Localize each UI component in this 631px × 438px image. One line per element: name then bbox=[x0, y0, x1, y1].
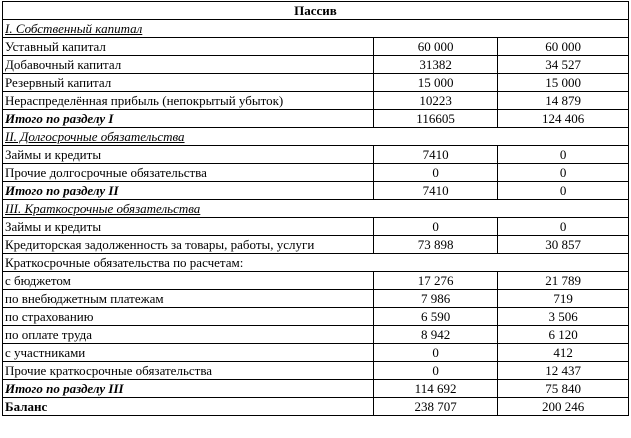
row-label: Резервный капитал bbox=[3, 74, 374, 92]
row-value-2: 0 bbox=[498, 164, 629, 182]
section-title-row bbox=[3, 20, 629, 38]
row-value-1: 7 986 bbox=[373, 290, 498, 308]
table-row bbox=[3, 92, 629, 110]
row-value-2: 12 437 bbox=[498, 362, 629, 380]
row-value-1: 6 590 bbox=[373, 308, 498, 326]
row-label: с бюджетом bbox=[3, 272, 374, 290]
row-label: Добавочный капитал bbox=[3, 56, 374, 74]
row-value-2: 34 527 bbox=[498, 56, 629, 74]
row-value-2: 30 857 bbox=[498, 236, 629, 254]
row-value-1: 0 bbox=[373, 344, 498, 362]
table-row bbox=[3, 56, 629, 74]
total-label: Итого по разделу II bbox=[3, 182, 374, 200]
table-row bbox=[3, 290, 629, 308]
row-label: Уставный капитал bbox=[3, 38, 374, 56]
total-value-1: 7410 bbox=[373, 182, 498, 200]
section-title-row bbox=[3, 128, 629, 146]
section-1-total-row bbox=[3, 110, 629, 128]
total-value-2: 124 406 bbox=[498, 110, 629, 128]
row-label: Нераспределённая прибыль (непокрытый убыток) bbox=[3, 92, 374, 110]
row-label: по внебюджетным платежам bbox=[3, 290, 374, 308]
row-value-1: 8 942 bbox=[373, 326, 498, 344]
row-value-1: 60 000 bbox=[373, 38, 498, 56]
total-value-2: 0 bbox=[498, 182, 629, 200]
row-value-1: 0 bbox=[373, 164, 498, 182]
row-value-1: 0 bbox=[373, 362, 498, 380]
row-value-2: 3 506 bbox=[498, 308, 629, 326]
table-header-row bbox=[3, 2, 629, 20]
row-label: Прочие долгосрочные обязательства bbox=[3, 164, 374, 182]
table-row bbox=[3, 218, 629, 236]
row-value-1: 10223 bbox=[373, 92, 498, 110]
row-value-2: 719 bbox=[498, 290, 629, 308]
row-value-2: 412 bbox=[498, 344, 629, 362]
row-label: Займы и кредиты bbox=[3, 218, 374, 236]
row-value-1: 17 276 bbox=[373, 272, 498, 290]
row-value-1: 31382 bbox=[373, 56, 498, 74]
row-value-2: 0 bbox=[498, 218, 629, 236]
table-row bbox=[3, 38, 629, 56]
row-label: Прочие краткосрочные обязательства bbox=[3, 362, 374, 380]
row-label: по оплате труда bbox=[3, 326, 374, 344]
table-row bbox=[3, 146, 629, 164]
table-row bbox=[3, 254, 629, 272]
row-value-2: 0 bbox=[498, 146, 629, 164]
table-header: Пассив bbox=[3, 2, 629, 20]
row-label: Краткосрочные обязательства по расчетам: bbox=[3, 254, 629, 272]
section-1-title: I. Собственный капитал bbox=[3, 20, 629, 38]
table-row bbox=[3, 326, 629, 344]
table-row bbox=[3, 308, 629, 326]
row-label: по страхованию bbox=[3, 308, 374, 326]
row-value-2: 15 000 bbox=[498, 74, 629, 92]
row-value-2: 60 000 bbox=[498, 38, 629, 56]
table-row bbox=[3, 344, 629, 362]
total-label: Итого по разделу III bbox=[3, 380, 374, 398]
row-value-2: 21 789 bbox=[498, 272, 629, 290]
section-3-total-row bbox=[3, 380, 629, 398]
balance-value-2: 200 246 bbox=[498, 398, 629, 416]
total-value-1: 116605 bbox=[373, 110, 498, 128]
row-label: с участниками bbox=[3, 344, 374, 362]
total-value-2: 75 840 bbox=[498, 380, 629, 398]
row-label: Займы и кредиты bbox=[3, 146, 374, 164]
row-value-2: 14 879 bbox=[498, 92, 629, 110]
table-row bbox=[3, 164, 629, 182]
section-title-row bbox=[3, 200, 629, 218]
row-label: Кредиторская задолженность за товары, работы, услуги bbox=[3, 236, 374, 254]
section-3-title: III. Краткосрочные обязательства bbox=[3, 200, 629, 218]
row-value-1: 73 898 bbox=[373, 236, 498, 254]
table-row bbox=[3, 236, 629, 254]
table-row bbox=[3, 362, 629, 380]
balance-value-1: 238 707 bbox=[373, 398, 498, 416]
total-value-1: 114 692 bbox=[373, 380, 498, 398]
row-value-1: 15 000 bbox=[373, 74, 498, 92]
liabilities-table bbox=[2, 1, 629, 416]
row-value-2: 6 120 bbox=[498, 326, 629, 344]
balance-label: Баланс bbox=[3, 398, 374, 416]
total-label: Итого по разделу I bbox=[3, 110, 374, 128]
row-value-1: 0 bbox=[373, 218, 498, 236]
table-row bbox=[3, 272, 629, 290]
section-2-title: II. Долгосрочные обязательства bbox=[3, 128, 629, 146]
row-value-1: 7410 bbox=[373, 146, 498, 164]
section-2-total-row bbox=[3, 182, 629, 200]
table-row bbox=[3, 74, 629, 92]
balance-total-row bbox=[3, 398, 629, 416]
